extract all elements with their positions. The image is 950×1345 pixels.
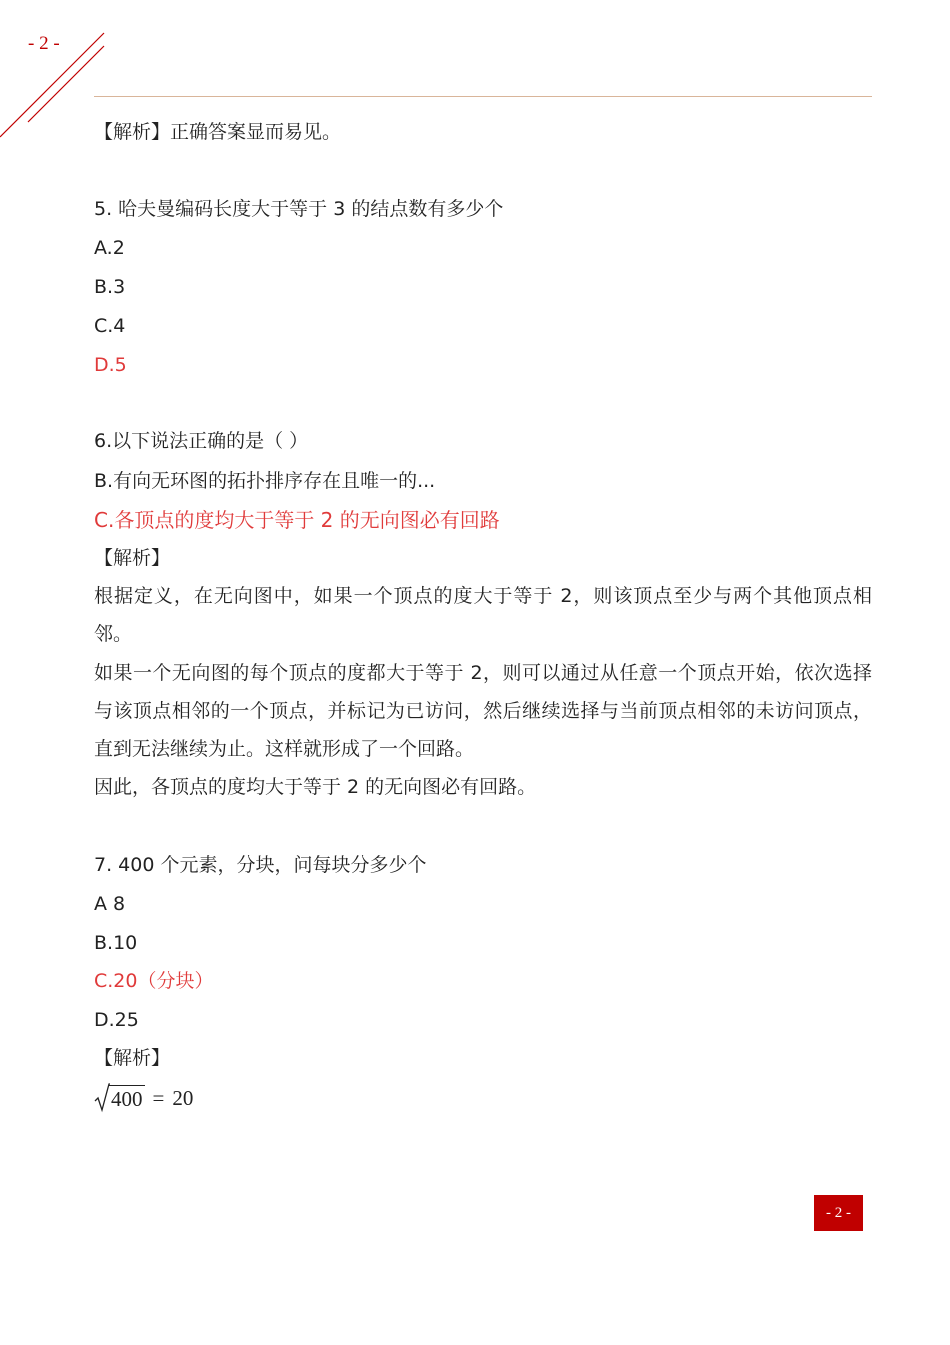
q7-option-c-answer: C.20（分块） bbox=[94, 970, 214, 992]
q7-question: 7. 400 个元素，分块，问每块分多少个 bbox=[94, 854, 427, 876]
q7-option-d: D.25 bbox=[94, 1009, 139, 1031]
q6-option-b: B.有向无环图的拓扑排序存在且唯一的... bbox=[94, 470, 436, 492]
formula-radicand: 400 bbox=[111, 1086, 143, 1111]
page-number-corner: - 2 - bbox=[28, 33, 60, 54]
formula-result: 20 bbox=[172, 1085, 194, 1110]
q7-option-b: B.10 bbox=[94, 932, 138, 954]
header-rule bbox=[94, 96, 872, 97]
q5-option-a: A.2 bbox=[94, 237, 125, 259]
sqrt-sign-icon bbox=[94, 1082, 110, 1114]
q7-option-a: A 8 bbox=[94, 893, 126, 915]
q5-question: 5. 哈夫曼编码长度大于等于 3 的结点数有多少个 bbox=[94, 198, 504, 220]
q7-analysis-title: 【解析】 bbox=[94, 1047, 171, 1069]
q6-analysis-p2: 如果一个无向图的每个顶点的度都大于等于 2，则可以通过从任意一个顶点开始，依次选择与该顶点相邻的一个顶点，并标记为已访问，然后继续选择与当前顶点相邻的未访问顶点，直到无法继续为止。这样就形成了一个回路。 bbox=[94, 662, 872, 760]
q6-analysis-title: 【解析】 bbox=[94, 547, 171, 569]
page-number-badge: - 2 - bbox=[814, 1195, 863, 1231]
sqrt-formula bbox=[94, 1082, 193, 1114]
q6-analysis-p1: 根据定义，在无向图中，如果一个顶点的度大于等于 2，则该顶点至少与两个其他顶点相邻。 bbox=[94, 585, 872, 645]
q5-option-c: C.4 bbox=[94, 315, 126, 337]
formula-equals: = bbox=[152, 1085, 165, 1110]
q6-analysis-p3: 因此，各顶点的度均大于等于 2 的无向图必有回路。 bbox=[94, 776, 537, 798]
q5-option-b: B.3 bbox=[94, 276, 126, 298]
q6-question: 6.以下说法正确的是（ ） bbox=[94, 430, 309, 452]
q5-option-d-answer: D.5 bbox=[94, 354, 127, 376]
q6-option-c-answer: C.各顶点的度均大于等于 2 的无向图必有回路 bbox=[94, 508, 500, 532]
q4-analysis: 【解析】正确答案显而易见。 bbox=[94, 121, 342, 143]
